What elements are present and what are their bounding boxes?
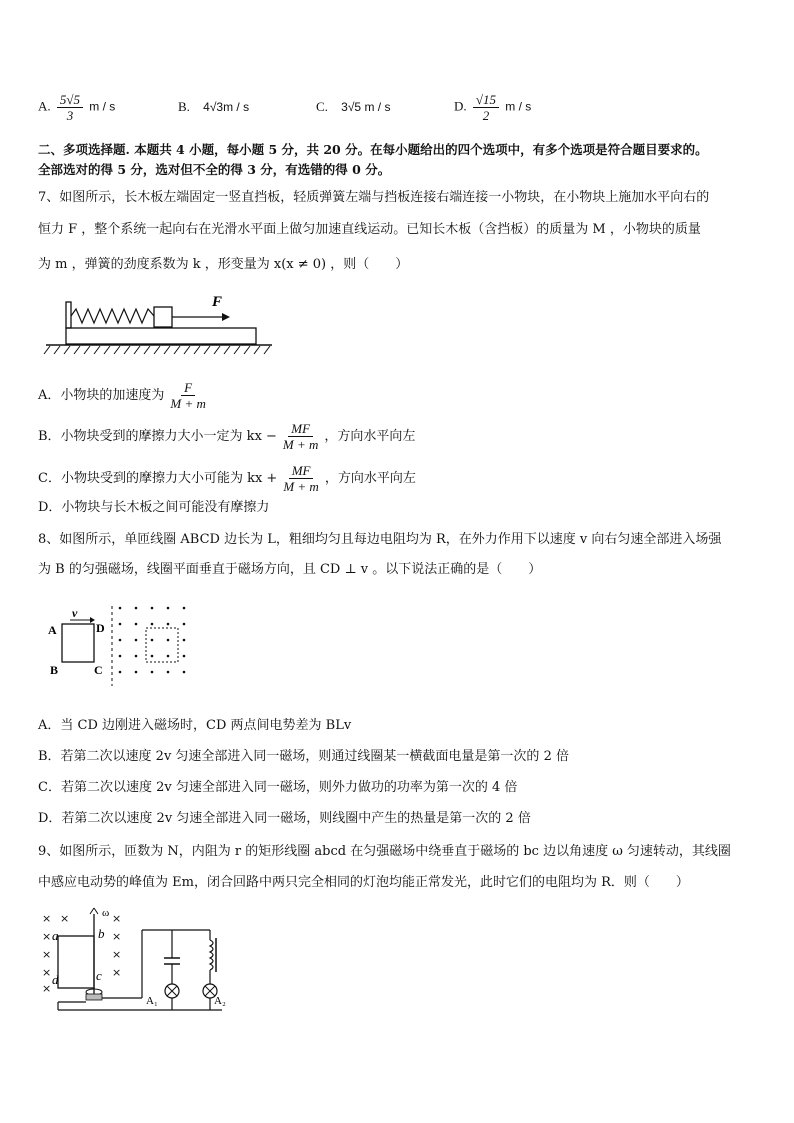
q7-stem-line3: 为 m ，弹簧的劲度系数为 k ，形变量为 x(x ≠ 0) ，则（ ） (38, 257, 409, 272)
option-label: B. (178, 99, 190, 114)
option-value: 4√3m / s (203, 100, 250, 114)
q7-option-b (38, 421, 415, 452)
svg-text:×: × (42, 966, 52, 979)
denominator: M + m (170, 396, 206, 411)
unit: m / s (89, 99, 116, 114)
section-heading-line2: 全部选对的得 5 分，选对但不全的得 3 分，有选错的得 0 分。 (38, 162, 391, 177)
fraction (280, 463, 322, 494)
coil-b-label: b (98, 926, 105, 941)
fraction (280, 421, 322, 452)
q9-stem-line1: 9、如图所示，匝数为 N，内阻为 r 的矩形线圈 abcd 在匀强磁场中绕垂直于磁场的 bc 边以角速度 ω 匀速转动，其线圈 (38, 844, 731, 859)
q6-option-a (38, 92, 115, 123)
fraction (57, 92, 83, 123)
numerator: F (181, 380, 195, 396)
svg-text:×: × (42, 982, 52, 995)
svg-text:×: × (112, 930, 122, 943)
coil-d-label: d (52, 972, 59, 987)
option-text-tail: ，方向水平向左 (324, 429, 416, 444)
svg-text:×: × (42, 948, 52, 961)
denominator: M + m (282, 437, 319, 452)
svg-text:×: × (60, 912, 70, 925)
corner-c-label: C (94, 663, 103, 677)
option-text: C．小物块受到的摩擦力大小可能为 kx + (38, 471, 278, 486)
force-label: F (212, 294, 223, 310)
lamp-a1-label: A₁ (146, 995, 158, 1007)
svg-text:×: × (112, 948, 122, 961)
option-text: A．小物块的加速度为 (38, 388, 165, 403)
q7-spring-board-figure (40, 290, 275, 358)
q8-stem-line2: 为 B 的匀强磁场，线圈平面垂直于磁场方向，且 CD ⊥ v 。以下说法正确的是（ ） (38, 562, 542, 577)
section-heading-line1: 二、多项选择题. 本题共 4 小题，每小题 5 分，共 20 分。在每小题给出的四个选项中，有多个选项是符合题目要求的。 (38, 142, 708, 157)
q8-option-c: C．若第二次以速度 2v 匀速全部进入同一磁场，则外力做功的功率为第一次的 4 倍 (38, 780, 518, 795)
option-label: D. (454, 98, 467, 114)
option-text-tail: ，方向水平向左 (324, 471, 416, 486)
q8-option-a: A．当 CD 边刚进入磁场时，CD 两点间电势差为 BLv (38, 718, 352, 733)
numerator: 5√5 (57, 92, 83, 108)
q9-generator-circuit-figure (38, 906, 228, 1016)
corner-b-label: B (50, 663, 59, 677)
svg-text:×: × (112, 966, 122, 979)
omega-label: ω (102, 907, 110, 919)
numerator: MF (289, 463, 314, 479)
q7-stem-line2: 恒力 F ，整个系统一起向右在光滑水平面上做匀加速直线运动。已知长木板（含挡板）的质量为 M ，小物块的质量 (38, 222, 701, 237)
q8-option-b: B．若第二次以速度 2v 匀速全部进入同一磁场，则通过线圈某一横截面电量是第一次的 2 倍 (38, 749, 569, 764)
q8-coil-field-figure (44, 600, 194, 688)
lamp-a2-label: A₂ (214, 995, 226, 1007)
unit: m / s (505, 99, 532, 114)
q7-stem-line1: 7、如图所示，长木板左端固定一竖直挡板，轻质弹簧左端与挡板连接右端连接一小物块，在小物块上施加水平向右的 (38, 190, 710, 205)
svg-text:×: × (42, 930, 52, 943)
option-label: C. (316, 99, 328, 114)
numerator: MF (288, 421, 313, 437)
q8-option-d: D．若第二次以速度 2v 匀速全部进入同一磁场，则线圈中产生的热量是第一次的 2 倍 (38, 811, 531, 826)
q6-option-d (454, 92, 531, 123)
denominator: 2 (482, 108, 490, 123)
q6-option-c (316, 99, 390, 115)
numerator: √15 (473, 92, 499, 108)
denominator: M + m (283, 479, 319, 494)
q7-option-c (38, 463, 416, 494)
q9-stem-line2: 中感应电动势的峰值为 Em，闭合回路中两只完全相同的灯泡均能正常发光，此时它们的电阻均为 R．则（ ） (38, 875, 689, 890)
q6-option-b (178, 99, 249, 115)
corner-d-label: D (96, 621, 105, 635)
fraction (167, 380, 209, 411)
coil-c-label: c (96, 968, 102, 983)
svg-text:×: × (112, 912, 122, 925)
velocity-label: v (72, 606, 78, 620)
denominator: 3 (66, 108, 74, 123)
fraction (473, 92, 499, 123)
coil-a-label: a (52, 928, 59, 943)
q7-option-a (38, 380, 212, 411)
svg-text:×: × (42, 912, 52, 925)
q8-stem-line1: 8、如图所示，单匝线圈 ABCD 边长为 L，粗细均匀且每边电阻均为 R，在外力作用下以速度 v 向右匀速全部进入场强 (38, 532, 722, 547)
q7-option-d: D．小物块与长木板之间可能没有摩擦力 (38, 500, 270, 515)
option-text: B．小物块受到的摩擦力大小一定为 kx − (38, 429, 277, 444)
option-value: 3√5 m / s (341, 100, 391, 114)
corner-a-label: A (48, 623, 57, 637)
option-label: A. (38, 98, 51, 114)
